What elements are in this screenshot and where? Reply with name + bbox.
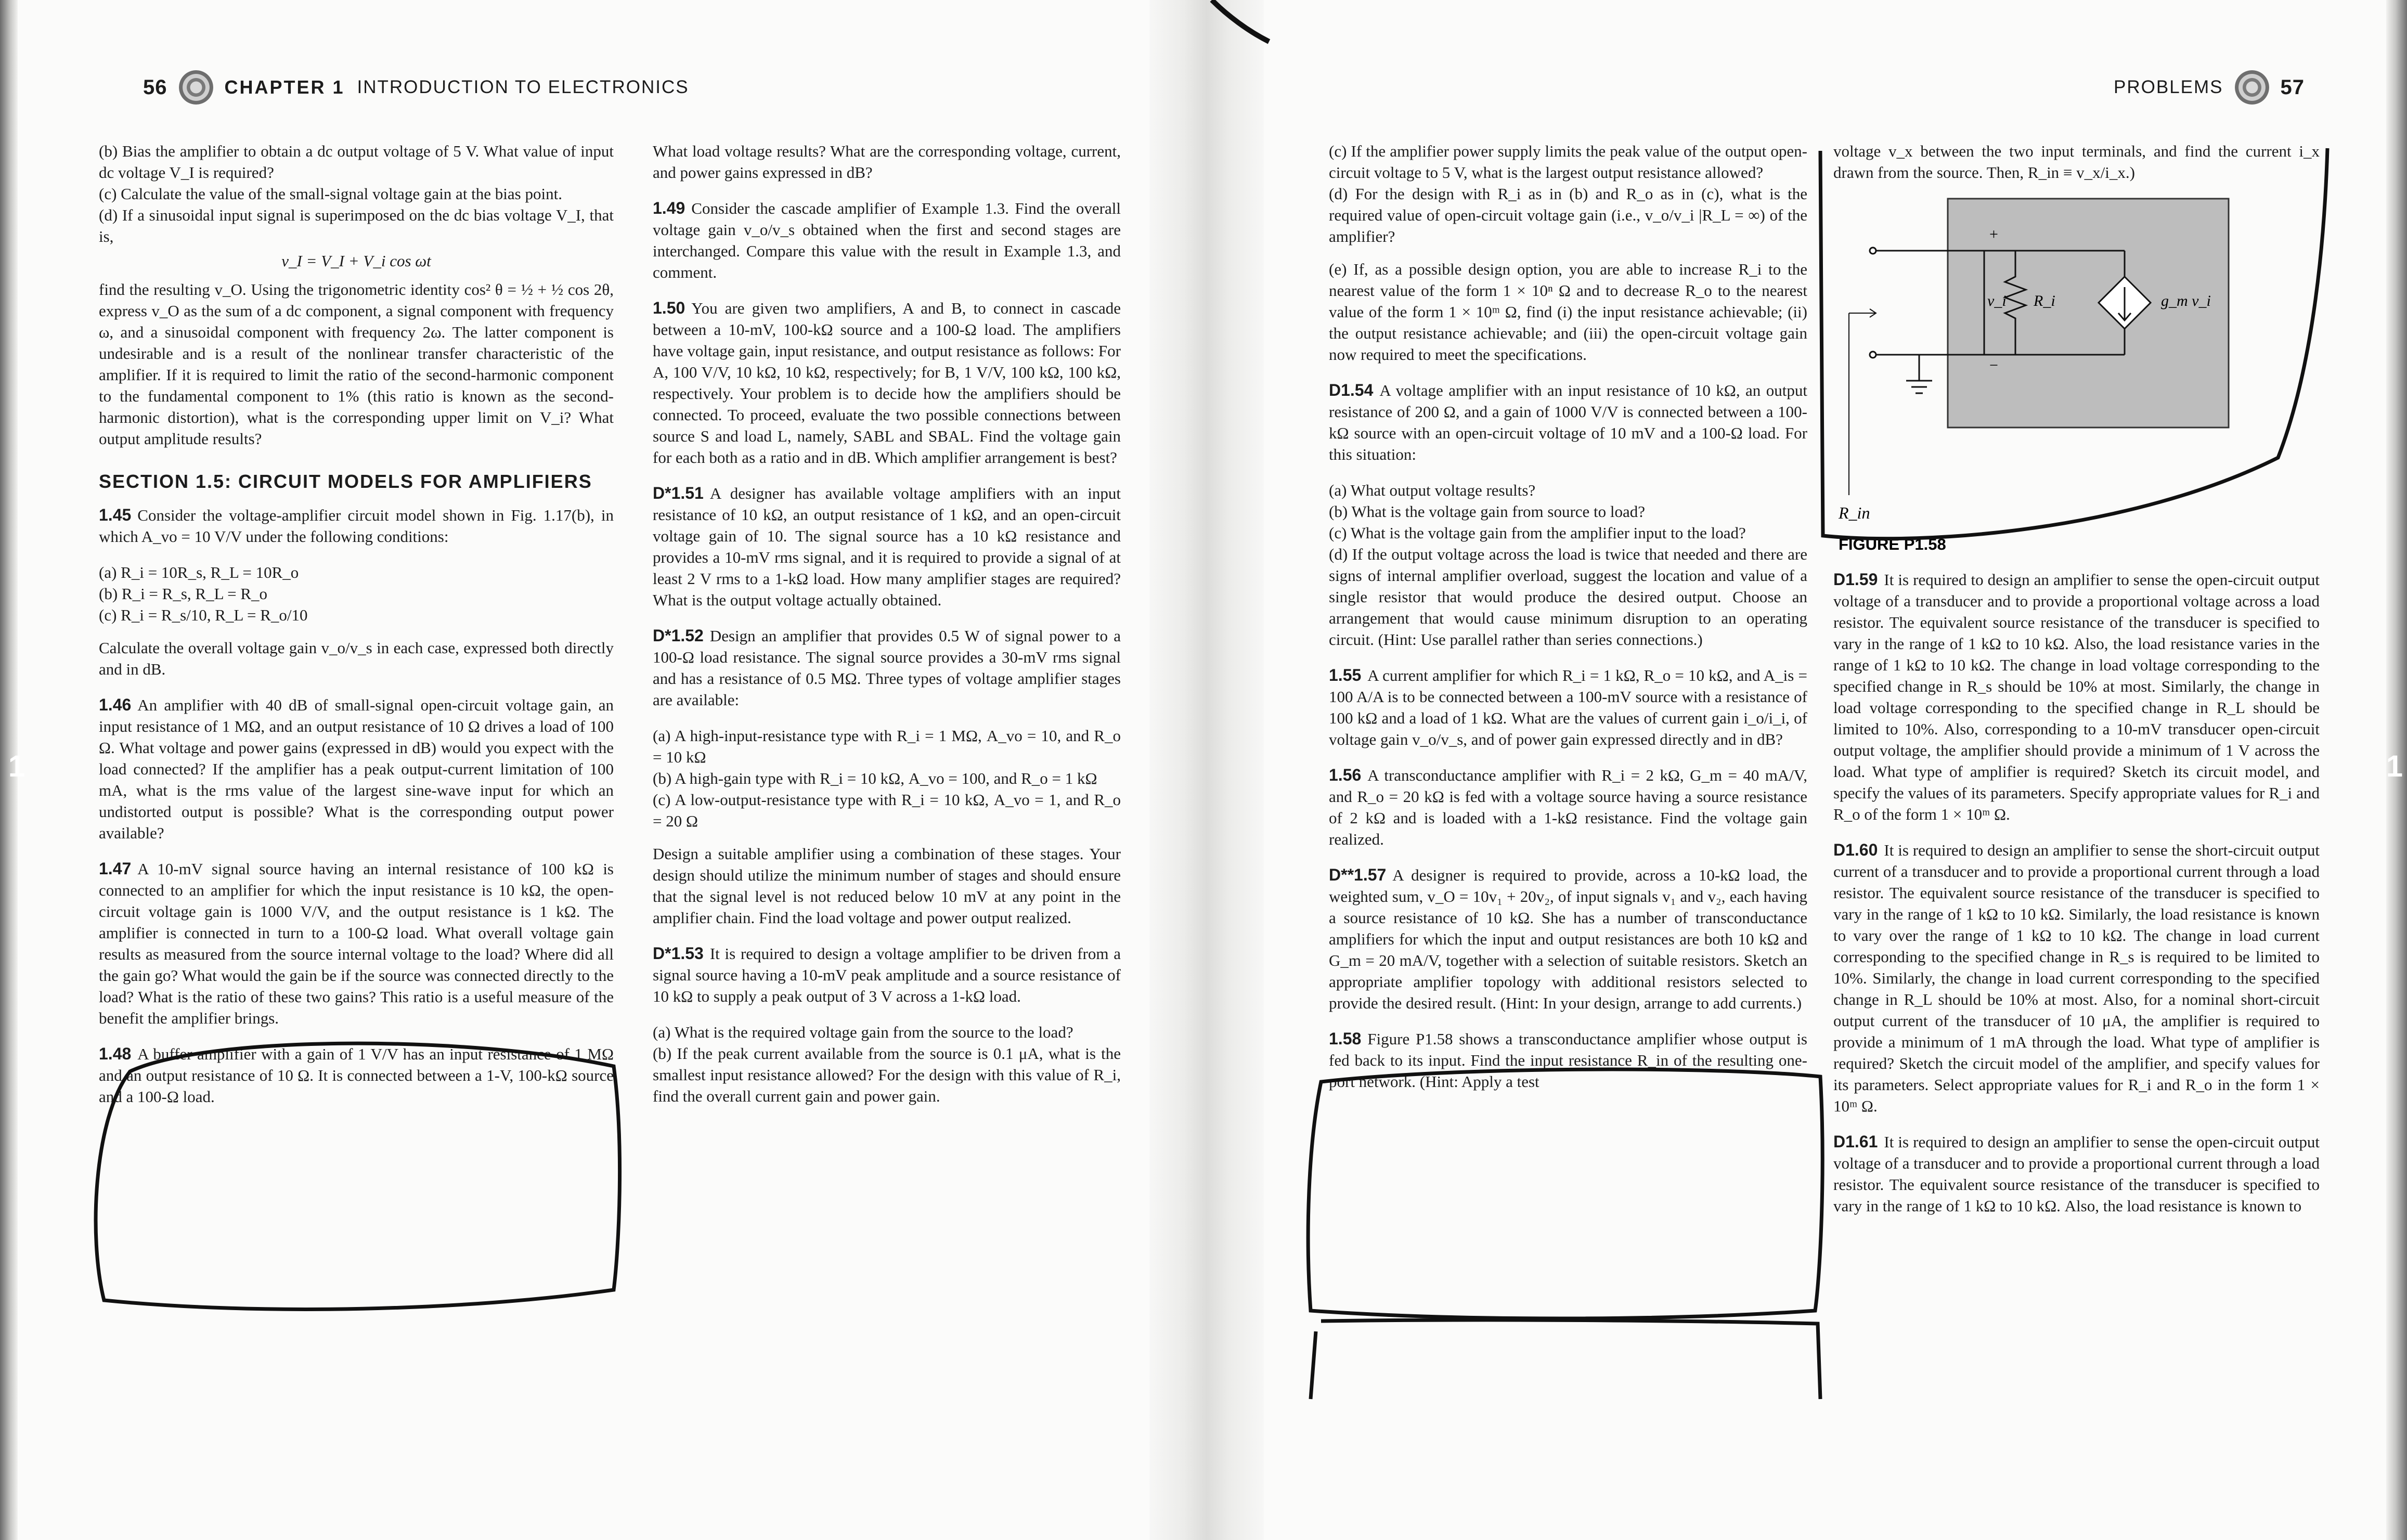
problem-1-56	[1329, 765, 1807, 850]
left-page-column-2	[653, 140, 1121, 1107]
problem-1-55	[1329, 665, 1807, 750]
problem-body: A designer has available voltage amplifiers with an input resistance of 10 kΩ, an output resistance of 1 kΩ, and an open-circuit voltage gain of 10. The signal source has a 10 kΩ resistance and provides a 10-mV rms signal, and it is required to provide a signal of at least 2 V rms to a 1-kΩ load. How many amplifier stages are required? What is the output voltage actually obtained.	[653, 484, 1121, 609]
problem-1-58	[1329, 1028, 1807, 1092]
input-terminal	[1870, 248, 1876, 254]
problem-1-48	[99, 1043, 614, 1107]
problem-text: Calculate the overall voltage gain v_o/v_s in each case, expressed both directly and in dB.	[99, 639, 614, 678]
problem-body: Figure P1.58 shows a transconductance amplifier whose output is fed back to its input. Find the input resistance R_in of the resulting one-port network. (Hint: Apply a test	[1329, 1030, 1807, 1091]
problem-part-c: (c) What is the voltage gain from the amplifier input to the load?	[1329, 524, 1746, 542]
problem-body: It is required to design an amplifier to sense the open-circuit output voltage of a transducer and to provide a proportional voltage across a load resistor. The equivalent source resistance of the transducer is specified to vary in the range of 1 kΩ to 10 kΩ. Also, the load resistance varies in the range of 1 kΩ to 10 kΩ. The change in load voltage corresponding to the specified change in R_s should be 10% at most. Similarly, the change in load voltage corresponding to the specified change in R_L should be limited to 10%. Also, corresponding to a 10-mV transducer open-circuit output voltage, the amplifier should provide a minimum of 1 V across the load. What type of amplifier is required? Sketch its circuit model, and specify the values of its parameters. Specify appropriate values for R_i and R_o of the form 1 × 10ᵐ Ω.	[1833, 571, 2320, 823]
chapter-label: CHAPTER 1	[224, 76, 345, 98]
problem-part-b: (b) R_i = R_s, R_L = R_o	[99, 585, 268, 603]
problem-part-b: (b) What is the voltage gain from source to load?	[1329, 502, 1646, 521]
problem-part-e: (e) If, as a possible design option, you are able to increase R_i to the nearest value of the form 1 × 10ⁿ Ω and to decrease R_o to the nearest value of the form 1 × 10ᵐ Ω, find (i) the input resistance achievable; (ii) the output resistance achievable; and (iii) the open-circuit voltage gain now required to meet the specifications.	[1329, 260, 1807, 364]
problem-number: D*1.52	[653, 626, 704, 645]
problem-1-57	[1329, 864, 1807, 1014]
problem-number: D1.61	[1833, 1132, 1878, 1151]
problem-body: Design an amplifier that provides 0.5 W of signal power to a 100-Ω load resistance. The signal source provides a 30-mV rms signal and has a resistance of 0.5 MΩ. Three types of voltage amplifier stages are available:	[653, 627, 1121, 709]
problem-part-c: (c) R_i = R_s/10, R_L = R_o/10	[99, 606, 308, 624]
problem-number: D1.60	[1833, 840, 1878, 859]
figure-caption: FIGURE P1.58	[1839, 535, 1946, 553]
problem-body: Consider the voltage-amplifier circuit model shown in Fig. 1.17(b), in which A_vo = 10 V/V under the following conditions:	[99, 506, 614, 546]
problem-body: A buffer amplifier with a gain of 1 V/V has an input resistance of 1 MΩ and an output resistance of 10 Ω. It is connected between a 1-V, 100-kΩ source and a 100-Ω load.	[99, 1045, 614, 1106]
problem-number: D1.59	[1833, 570, 1878, 589]
problem-1-46	[99, 694, 614, 844]
problem-body: It is required to design an amplifier to sense the short-circuit output current of a transducer and to provide a proportional current through a load resistor. The equivalent source resistance of the transducer is specified to vary in the range of 1 kΩ to 10 kΩ. Similarly, the load resistance is known to vary over the range of 1 kΩ to 10 kΩ. The change in load current corresponding to the specified change in R_s is required to be limited to 10%. Similarly, the change in load current corresponding to the specified change in R_L should be 10% at most. Also, for a nominal short-circuit output current of the transducer of 10 μA, the amplifier is required to provide a minimum of 1 mA through the load. What type of amplifier is required? Sketch the circuit model of the amplifier, and specify values for its parameters. Select appropriate values for R_i and R_o in the form 1 × 10ᵐ Ω.	[1833, 841, 2320, 1115]
problem-part-d: (d) If the output voltage across the load is twice that needed and there are signs of internal amplifier overload, suggest the location and value of a single resistor that would produce the desired output. Choose an arrangement that would cause minimum disruption to an operating circuit. (Hint: Use parallel rather than series connections.)	[1329, 545, 1807, 649]
problem-part-c: (c) A low-output-resistance type with R_i = 10 kΩ, A_vo = 1, and R_o = 20 Ω	[653, 791, 1121, 830]
problem-text: What load voltage results? What are the corresponding voltage, current, and power gains expressed in dB?	[653, 142, 1121, 182]
pen-mark-problem-1-58	[1311, 1331, 1316, 1399]
ri-label: R_i	[2034, 292, 2055, 309]
problem-number: 1.50	[653, 299, 685, 317]
plus-label: +	[1989, 226, 1998, 243]
gear-logo-icon	[2235, 70, 2269, 105]
problem-body: Consider the cascade amplifier of Example 1.3. Find the overall voltage gain v_o/v_s obtained when the first and second stages are interchanged. Compare this value with the result in Example 1.3, and comment.	[653, 199, 1121, 281]
problem-number: 1.49	[653, 199, 685, 217]
problem-number: 1.47	[99, 859, 132, 878]
right-page-header	[2101, 70, 2305, 105]
problem-1-50	[653, 297, 1121, 468]
figure-p1-58	[1833, 183, 2333, 558]
left-page-header	[143, 70, 689, 105]
vi-label: v_i	[1987, 292, 2007, 309]
problem-number: D*1.51	[653, 484, 704, 502]
problem-body: It is required to design a voltage amplifier to be driven from a signal source having a 10-mV peak amplitude and a source resistance of 10 kΩ to supply a peak output of 3 V across a 1-kΩ load.	[653, 944, 1121, 1005]
problem-body: A 10-mV signal source having an internal resistance of 100 kΩ is connected to an amplifier for which the input resistance is 10 kΩ, the open-circuit voltage gain is 1000 V/V, and the output resistance is 1 kΩ. The amplifier is connected in turn to a 100-Ω load. What overall voltage gain results as measured from the source internal voltage to the load? Where did all the gain go? What would the gain be if the source was connected directly to the load? What is the ratio of these two gains? This ratio is a useful measure of the benefit the amplifier brings.	[99, 860, 614, 1027]
problem-part-c: (c) If the amplifier power supply limits the peak value of the output open-circuit voltage to 5 V, what is the largest output resistance allowed?	[1329, 142, 1807, 182]
problem-1-59	[1833, 569, 2320, 825]
problem-body: An amplifier with 40 dB of small-signal open-circuit voltage gain, an input resistance of 1 MΩ, and an output resistance of 10 Ω drives a load of 100 Ω. What voltage and power gains (expressed in dB) would you expect with the load connected? If the amplifier has a peak output-current limitation of 100 mA, what is the rms value of the largest sine-wave input for which an undistorted output is possible? What is the corresponding output power available?	[99, 696, 614, 842]
problem-part-b: (b) If the peak current available from the source is 0.1 μA, what is the smallest input resistance allowed? For the design with this value of R_i, find the overall current gain and power gain.	[653, 1044, 1121, 1105]
minus-label: −	[1989, 357, 1998, 374]
thumb-tab-right: 1	[2386, 749, 2403, 783]
problem-text: Design a suitable amplifier using a combination of these stages. Your design should utilize the minimum number of stages and should ensure that the signal level is not reduced below 10 mV at any point in the amplifier chain. Find the load voltage and power output realized.	[653, 845, 1121, 927]
problem-1-61	[1833, 1131, 2320, 1217]
problem-part-c: (c) Calculate the value of the small-signal voltage gain at the bias point.	[99, 185, 562, 203]
problem-number: D1.54	[1329, 381, 1374, 399]
problem-part-a: (a) What output voltage results?	[1329, 481, 1536, 499]
section-heading: SECTION 1.5: CIRCUIT MODELS FOR AMPLIFIERS	[99, 471, 592, 492]
problem-part-a: (a) What is the required voltage gain from the source to the load?	[653, 1023, 1073, 1041]
problem-number: 1.58	[1329, 1029, 1362, 1048]
problem-number: 1.46	[99, 695, 132, 714]
chapter-title: INTRODUCTION TO ELECTRONICS	[357, 77, 689, 97]
problem-1-53	[653, 943, 1121, 1007]
problem-text: find the resulting v_O. Using the trigonometric identity cos² θ = ½ + ½ cos 2θ, express v_O as the sum of a dc component, a signal component with frequency ω, and a sinusoidal component with frequency 2ω. The latter component is undesirable and is a result of the nonlinear transfer characteristic of the amplifier. If it is required to limit the ratio of the second-harmonic component to the fundamental component to 1% (this ratio is known as the second-harmonic distortion), what is the corresponding upper limit on V_i? What output amplitude results?	[99, 280, 614, 448]
problem-1-60	[1833, 839, 2320, 1117]
problem-body: A designer is required to provide, across a 10-kΩ load, the weighted sum, v_O = 10v₁ + 20v₂, of input signals v₁ and v₂, each having a source resistance of 10 kΩ. She has a number of transconductance amplifiers for which the input and output resistances are both 10 kΩ and G_m = 20 mA/V, together with a selection of suitable resistors. Sketch an appropriate amplifier topology with additional resistors selected to provide the desired result. (Hint: In your design, arrange to add currents.)	[1329, 866, 1807, 1012]
problem-1-54	[1329, 380, 1807, 465]
header-label: PROBLEMS	[2114, 77, 2223, 97]
problem-number: D**1.57	[1329, 865, 1387, 884]
problem-part-a: (a) R_i = 10R_s, R_L = 10R_o	[99, 563, 299, 581]
problem-body: You are given two amplifiers, A and B, to connect in cascade between a 10-mV, 100-kΩ source and a 100-Ω load. The amplifiers have voltage gain, input resistance, and output resistance as follows: For A, 100 V/V, 10 kΩ, 10 kΩ, respectively; for B, 1 V/V, 100 kΩ, 100 kΩ, respectively. Your problem is to decide how the amplifiers should be connected. To proceed, evaluate the two possible connections between source S and load L, namely, SABL and SBAL. Find the voltage gain for each both as a ratio and in dB. Which amplifier arrangement is best?	[653, 299, 1121, 467]
problem-part-b: (b) Bias the amplifier to obtain a dc output voltage of 5 V. What value of input dc voltage V_I is required?	[99, 142, 614, 182]
problem-body: A transconductance amplifier with R_i = 2 kΩ, G_m = 40 mA/V, and R_o = 20 kΩ is fed with a voltage source having a source resistance of 2 kΩ and is loaded with a 1-kΩ resistance. Find the voltage gain realized.	[1329, 766, 1807, 848]
problem-1-47	[99, 858, 614, 1029]
left-page-column-1	[99, 140, 614, 1122]
problem-1-51	[653, 483, 1121, 611]
right-page-column-1	[1329, 140, 1807, 1107]
problem-body: A voltage amplifier with an input resistance of 10 kΩ, an output resistance of 200 Ω, and a gain of 1000 V/V is connected between a 100-kΩ source with an open-circuit voltage of 10 mV and a 100-Ω load. For this situation:	[1329, 381, 1807, 463]
book-gutter	[1149, 0, 1264, 1540]
problem-number: D*1.53	[653, 944, 704, 963]
problem-1-49	[653, 198, 1121, 283]
problem-number: 1.56	[1329, 766, 1362, 784]
gear-logo-icon	[179, 70, 213, 105]
rin-label: R_in	[1839, 503, 1870, 522]
page-number: 57	[2280, 75, 2305, 99]
problem-number: 1.48	[99, 1044, 132, 1063]
problem-1-52	[653, 625, 1121, 710]
circuit-diagram	[1833, 183, 2333, 558]
page-number: 56	[143, 75, 167, 99]
problem-body: A current amplifier for which R_i = 1 kΩ, R_o = 10 kΩ, and A_is = 100 A/A is to be connected between a 100-mV source with a resistance of 100 kΩ and a load of 1 kΩ. What are the values of current gain i_o/i_i, of voltage gain v_o/v_s, and of power gain expressed directly and in dB?	[1329, 666, 1807, 748]
problem-part-d: (d) If a sinusoidal input signal is superimposed on the dc bias voltage V_I, that is,	[99, 206, 614, 245]
problem-part-d: (d) For the design with R_i as in (b) and R_o as in (c), what is the required value of open-circuit voltage gain (i.e., v_o/v_i |R_L = ∞) of the amplifier?	[1329, 185, 1807, 245]
right-page-column-2	[1833, 140, 2320, 1231]
thumb-tab-left: 1	[8, 749, 25, 783]
gm-vi-label: g_m v_i	[2161, 292, 2211, 309]
problem-text: voltage v_x between the two input terminals, and find the current i_x drawn from the source. Then, R_in ≡ v_x/i_x.)	[1833, 142, 2320, 182]
problem-number: 1.45	[99, 506, 132, 524]
pen-mark-problem-1-58	[1321, 1320, 1820, 1399]
problem-part-b: (b) A high-gain type with R_i = 10 kΩ, A_vo = 100, and R_o = 1 kΩ	[653, 769, 1097, 787]
problem-part-a: (a) A high-input-resistance type with R_i = 1 MΩ, A_vo = 10, and R_o = 10 kΩ	[653, 727, 1121, 766]
problem-body: It is required to design an amplifier to sense the open-circuit output voltage of a transducer and to provide a proportional current through a load resistor. The equivalent source resistance of the transducer is specified to vary in the range of 1 kΩ to 10 kΩ. Also, the load resistance is known to	[1833, 1133, 2320, 1215]
input-terminal	[1870, 352, 1876, 358]
problem-1-45	[99, 504, 614, 547]
problem-number: 1.55	[1329, 666, 1362, 684]
equation: v_I = V_I + V_i cos ωt	[281, 252, 431, 270]
